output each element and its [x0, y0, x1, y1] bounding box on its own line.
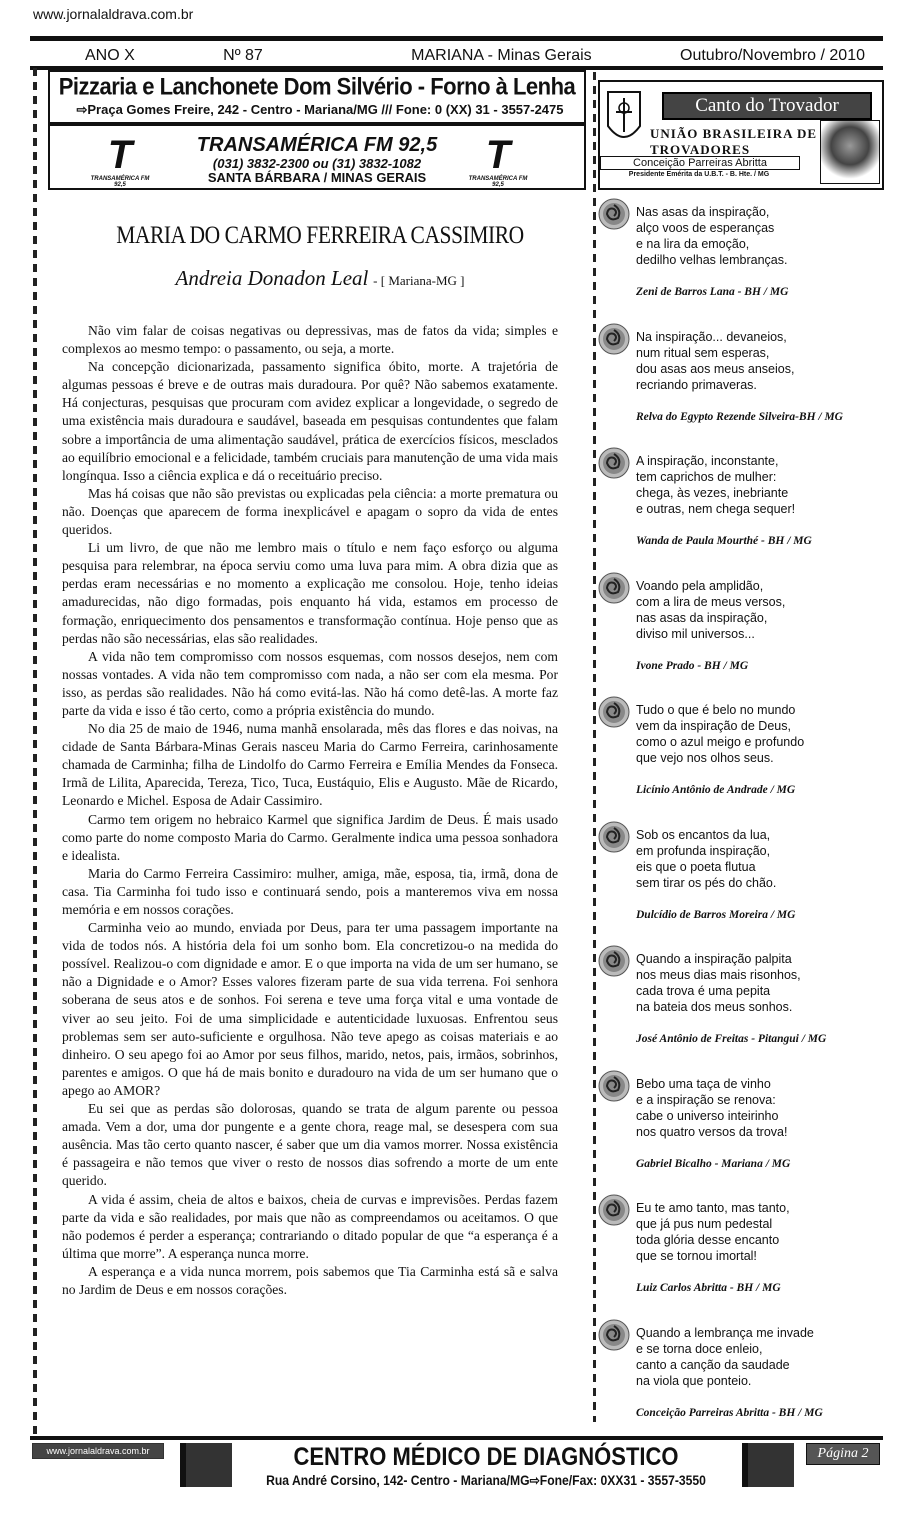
rose-icon	[596, 694, 632, 730]
left-dashed-border	[33, 68, 37, 1438]
trova-author: José Antônio de Freitas - Pitangui / MG	[636, 1033, 827, 1045]
trova-verse: Quando a lembrança me invade e se torna doce enleio, canto a canção da saudade na viola que ponteio.	[636, 1325, 814, 1388]
trova-author: Wanda de Paula Mourthé - BH / MG	[636, 535, 812, 547]
trova-item	[592, 321, 882, 439]
trova-item	[592, 1192, 882, 1310]
issue-number: Nº 87	[223, 47, 263, 64]
pizzaria-title: Pizzaria e Lanchonete Dom Silvério - Forno à Lenha	[58, 72, 576, 101]
trova-verse: Bebo uma taça de vinho e a inspiração se renova: cabe o universo inteirinho nos quatro versos da trova!	[636, 1076, 788, 1139]
article-body	[62, 322, 558, 1299]
trova-verse: Quando a inspiração palpita nos meus dias mais risonhos, cada trova é uma pepita na bateia dos meus sonhos.	[636, 952, 801, 1014]
trova-item	[592, 445, 882, 563]
canto-banner: Canto do Trovador	[662, 92, 872, 120]
article-byline	[60, 266, 580, 291]
ubt-emblem-icon	[604, 88, 644, 150]
rose-icon	[596, 819, 632, 855]
rose-icon	[596, 1192, 632, 1228]
radio-city: SANTA BÁRBARA / MINAS GERAIS	[207, 170, 427, 185]
trova-author: Dulcídio de Barros Moreira / MG	[636, 908, 796, 921]
rose-icon	[596, 1317, 632, 1353]
top-rule	[30, 36, 883, 41]
rose-icon	[596, 196, 632, 232]
trova-verse: Tudo o que é belo no mundo vem da inspiração de Deus, como o azul meigo e profundo que vejo nos olhos seus.	[636, 703, 805, 765]
issue-year: ANO X	[85, 47, 135, 64]
trova-author: Conceição Parreiras Abritta - BH / MG	[636, 1406, 823, 1419]
article-location: - [ Mariana-MG ]	[373, 273, 465, 288]
footer-logo-left	[180, 1443, 232, 1487]
article-paragraph: No dia 25 de maio de 1946, numa manhã ensolarada, mês das flores e das noivas, na cidade de Santa Bárbara-Minas Gerais nasceu Maria do Carmo Ferreira, carinhosamente chamada de Carminha; filha de Lindolfo do Carmo Ferreira e Emília Mendes da Fonseca. Irmã de Lilita, Aparecida, Tereza, Tico, Tuca, Eustáquio, Elis e Augusto. Mãe de Ricardo, Leonardo e Michel. Esposa de Adair Cassimiro.	[62, 721, 558, 809]
trova-author: Relva do Egypto Rezende Silveira-BH / MG	[636, 410, 843, 423]
trova-item	[592, 570, 882, 688]
trova-verse: Nas asas da inspiração, alço voos de esperanças e na lira da emoção, dedilho velhas lembranças.	[636, 205, 788, 267]
article-paragraph: Li um livro, de que não me lembro mais o título e nem faço esforço ou alguma pesquisa para relembrar, na época serviu como uma luva para mim. A obra dizia que as perdas eram necessárias e no momento a explicação me consolou. Hoje, tenho ideias amadurecidas, não digo formadas, pois enquanto há vida, estamos em processo de formação, enriquecimento dos pensamentos e transformação contínua. Hoje penso que as perdas não são necessárias, elas são realidades.	[62, 540, 558, 646]
footer-logo-right	[742, 1443, 794, 1487]
rose-icon	[596, 1068, 632, 1104]
article-paragraph: Maria do Carmo Ferreira Cassimiro: mulher, amiga, mãe, esposa, tia, irmã, dona de casa. Tia Carminha foi tudo isso e continuará sendo, pois a manteremos viva em nossa memória e em nossos corações.	[62, 865, 558, 917]
issue-date: Outubro/Novembro / 2010	[680, 47, 865, 64]
article-paragraph: A vida é assim, cheia de altos e baixos, cheia de curvas e imprevisões. Perdas fazem parte da vida e são realidades, por mais que não as compreendamos ou aceitamos. O que não podemos é perder a esperança; contrariando o ditado popular de que “a esperança é a última que morre”. A esperança nunca morre.	[62, 1191, 558, 1261]
trova-verse: Na inspiração... devaneios, num ritual sem esperas, dou asas aos meus anseios, recriando primaveras.	[636, 329, 795, 392]
issue-place: MARIANA - Minas Gerais	[411, 47, 592, 64]
footer-rule	[30, 1436, 883, 1440]
article-paragraph: Carmo tem origem no hebraico Karmel que significa Jardim de Deus. É mais usado como parte do nome composto Maria do Carmo. Geralmente indica uma pessoa sonhadora e idealista.	[62, 811, 558, 863]
trova-verse: A inspiração, inconstante, tem caprichos de mulher: chega, às vezes, inebriante e outras, nem chega sequer!	[636, 454, 796, 516]
rose-icon	[596, 445, 632, 481]
trova-verse: Sob os encantos da lua, em profunda inspiração, eis que o poeta flutua sem tirar os pés do chão.	[636, 827, 777, 890]
radio-logo-right: T TRANSAMÉRICA FM 92,5	[468, 133, 528, 188]
article-paragraph: Eu sei que as perdas são dolorosas, quando se trata de algum parente ou pessoa amada. Vem a dor, uma dor pungente e a gente chora, reage mal, se desespera com sua ausência. Mas tão certo quanto nascer, é saber que um dia vamos morrer. Nossa existência é passageira e não temos que viver o resto de nossos dias sofrendo a morte de um ente querido.	[62, 1101, 558, 1189]
article-paragraph: Mas há coisas que não são previstas ou explicadas pela ciência: a morte prematura ou não. Doenças que aparecem de forma inexplicável e apagam o sopro da vida de entes queridos.	[62, 485, 558, 538]
pizzaria-ad	[48, 70, 586, 124]
trova-author: Gabriel Bicalho - Mariana / MG	[636, 1157, 791, 1170]
page-number: Página 2	[806, 1443, 880, 1465]
radio-phones: (031) 3832-2300 ou (31) 3832-1082	[212, 156, 422, 171]
trova-item	[592, 196, 882, 314]
canto-president-title: Presidente Emérita da U.B.T. - B. Hte. / MG	[628, 171, 770, 178]
radio-ad	[48, 124, 586, 190]
rose-icon	[596, 321, 632, 357]
footer-address: Rua André Corsino, 142- Centro - Mariana/MG⇨Fone/Fax: 0XX31 - 3557-3550	[266, 1473, 706, 1488]
trova-verse: Voando pela amplidão, com a lira de meus versos, nas asas da inspiração, diviso mil universos...	[636, 578, 786, 641]
footer-url: www.jornalaldrava.com.br	[32, 1443, 164, 1459]
trova-verse: Eu te amo tanto, mas tanto, que já pus num pedestal toda glória desse encanto que se tornou imortal!	[636, 1201, 790, 1263]
article-paragraph: Na concepção dicionarizada, passamento significa óbito, morte. A trajetória de algumas pessoas é breve e de outras mais duradoura. Por quê? Não sabemos exatamente. Há conjecturas, pesquisas que procuram com avidez explicar a longevidade, o segredo de uma existência mais duradoura e saudável, baseada em pesquisas contundentes que falam sobre a importância de uma alimentação saudável, prática de exercícios físicos, mesclados ao equilíbrio emocional e a felicidade, também cruciais para manutenção de uma vida mais longínqua. Isso a ciência explica e dá o receituário preciso.	[62, 359, 558, 483]
trova-item	[592, 1317, 882, 1435]
trova-item	[592, 819, 882, 937]
trova-item	[592, 1068, 882, 1186]
canto-do-trovador-box	[598, 80, 884, 190]
trova-item	[592, 694, 882, 812]
ubt-org-name: UNIÃO BRASILEIRA DE TROVADORES	[650, 126, 818, 157]
footer-title: CENTRO MÉDICO DE DIAGNÓSTICO	[293, 1443, 679, 1471]
article-paragraph: A esperança e a vida nunca morrem, pois sabemos que Tia Carminha está sã e salva no Jardim de Deus e em nossos corações.	[62, 1263, 558, 1297]
rose-icon	[596, 570, 632, 606]
trova-author: Zeni de Barros Lana - BH / MG	[636, 286, 789, 298]
article-paragraph: Não vim falar de coisas negativas ou depressivas, mas de fatos da vida; simples e complexos ao mesmo tempo: o passamento, ou seja, a morte.	[62, 323, 558, 357]
issue-line	[85, 47, 865, 65]
pizzaria-address: ⇨Praça Gomes Freire, 242 - Centro - Mariana/MG /// Fone: 0 (XX) 31 - 3557-2475	[76, 102, 564, 117]
trova-author: Ivone Prado - BH / MG	[636, 659, 749, 672]
site-url: www.jornalaldrava.com.br	[33, 6, 194, 22]
rose-icon	[596, 943, 632, 979]
article-paragraph: Carminha veio ao mundo, enviada por Deus, para ter uma passagem importante na vida de todos nós. A história dela foi um sonho bom. Ela concretizou-o na medida do possível. Realizou-o com dignidade e amor. E o que importa na vida de um ser humano, se não a Dignidade e o Amor? Esses valores fizeram parte de sua vida terrena. Foi senhora soberana de seus atos e de sonhos. Foi serena e teve uma força vital e uma vontade de viver ao seu jeito. Foi de uma simplicidade e autenticidade luxuosas. Enfrentou seus problemas sem ser auto-suficiente e orgulhosa. Não teve apego as coisas materiais e ao dinheiro. O seu apego foi ao Amor por seus filhos, marido, netos, pais, irmãos, sobrinhos, parentes e amigos. O que há de mais bonito e duradouro na vida de um ser humano que o apego ao AMOR?	[62, 920, 558, 1098]
article-paragraph: A vida não tem compromisso com nossos esquemas, com nossos desejos, nem com nossas vontades. A vida não tem compromisso com nada, a não ser com ela mesma. Por isso, as perdas são realidades. Não há como evitá-las. Não há como detê-las. A morte faz parte da vida e isso é tão certo, como a própria existência do mundo.	[62, 648, 558, 718]
trova-author: Luiz Carlos Abritta - BH / MG	[636, 1282, 781, 1294]
president-photo	[820, 120, 880, 184]
article-title: MARIA DO CARMO FERREIRA CASSIMIRO	[116, 222, 524, 249]
trova-author: Licínio Antônio de Andrade / MG	[636, 784, 796, 796]
trova-item	[592, 943, 882, 1061]
article-author: Andreia Donadon Leal	[175, 266, 369, 290]
radio-name: TRANSAMÉRICA FM 92,5	[196, 134, 438, 156]
radio-logo-left: T TRANSAMÉRICA FM 92,5	[90, 133, 150, 188]
canto-president-name: Conceição Parreiras Abritta	[600, 156, 800, 170]
